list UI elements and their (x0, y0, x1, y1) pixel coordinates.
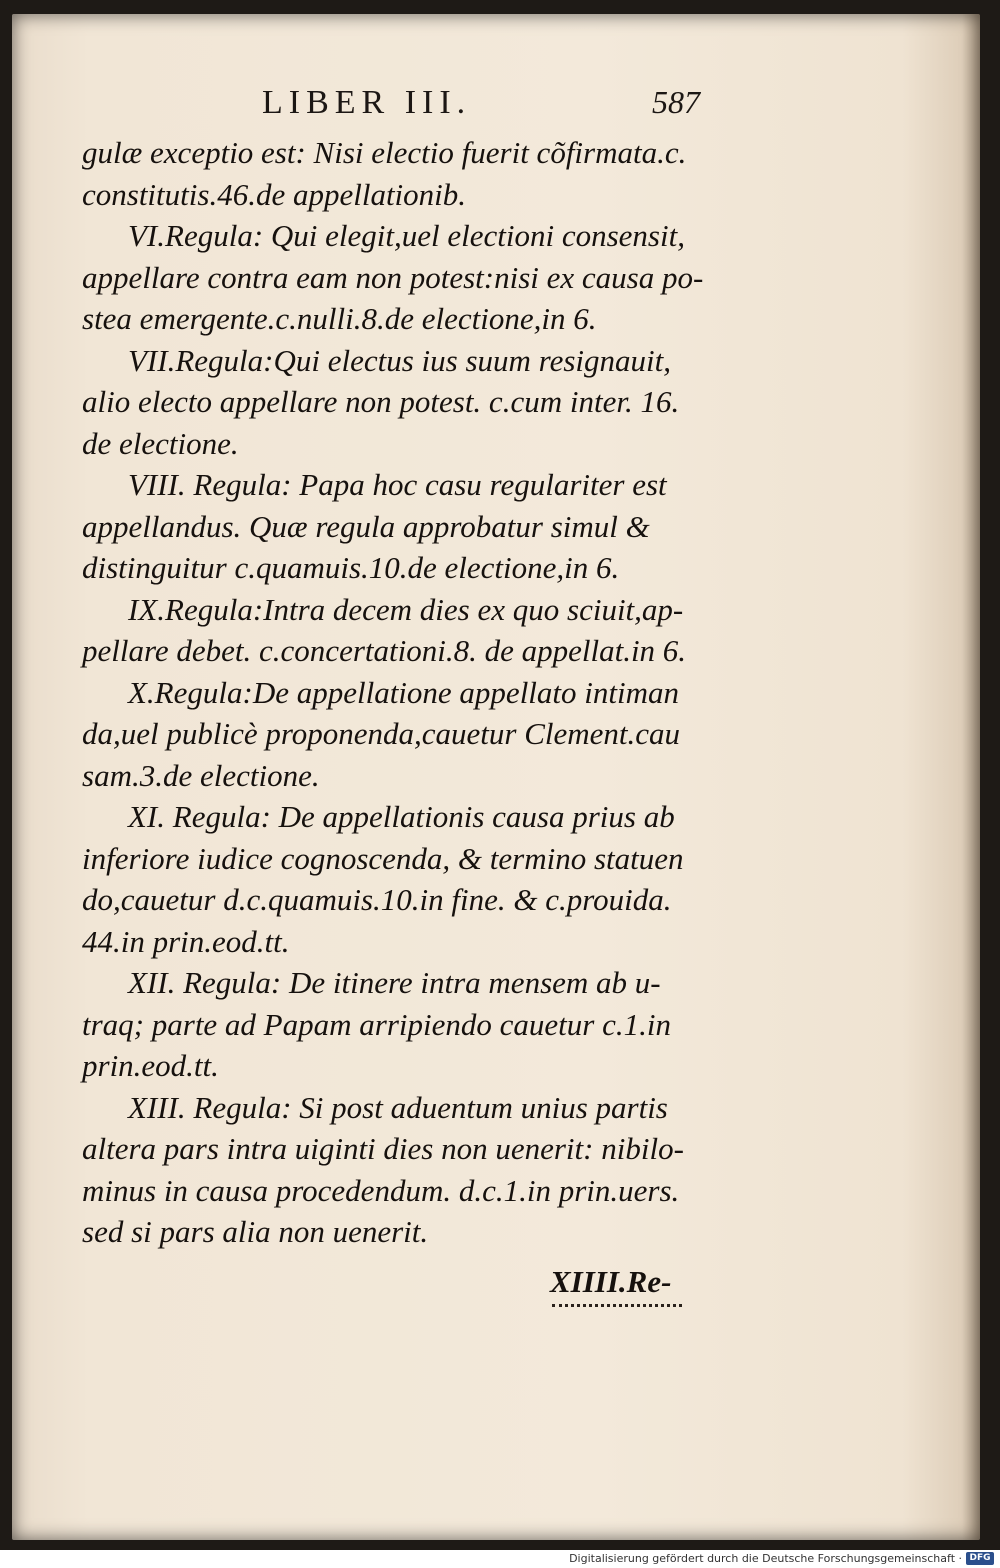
text-line: constitutis.46.de appellationib. (82, 176, 467, 212)
text-line-rule-12: XII. Regula: De itinere intra mensem ab u- (128, 965, 661, 1000)
funding-notice: Digitalisierung gefördert durch die Deutsche Forschungsgemeinschaft · (569, 1552, 962, 1565)
text-line: appellandus. Quæ regula approbatur simul & (82, 508, 650, 544)
page-edge-shadow (962, 14, 980, 1540)
catchword: XIIII.Re- (550, 1264, 672, 1299)
text-line-rule-11: XI. Regula: De appellationis causa prius ab (128, 799, 675, 834)
text-line: gulæ exceptio est: Nisi electio fuerit cõfirmata.c. (82, 135, 687, 170)
running-title: LIBER III. (262, 84, 472, 121)
text-line: sam.3.de electione. (82, 757, 320, 793)
text-line: altera pars intra uiginti dies non uenerit: nibilo- (82, 1131, 684, 1166)
text-line: traq; parte ad Papam arripiendo cauetur c.1.in (82, 1006, 671, 1042)
text-line-rule-7: VII.Regula:Qui electus ius suum resignauit, (128, 342, 671, 378)
text-line: minus in causa procedendum. d.c.1.in prin.uers. (82, 1172, 680, 1208)
text-line: de electione. (82, 425, 239, 461)
text-line: sed si pars alia non uenerit. (82, 1214, 429, 1249)
digitization-footer (0, 1550, 1000, 1568)
text-line: stea emergente.c.nulli.8.de electione,in 6. (82, 301, 597, 336)
text-line-rule-8: VIII. Regula: Papa hoc casu regulariter est (128, 467, 667, 502)
text-line-rule-13: XIII. Regula: Si post aduentum unius partis (128, 1089, 668, 1125)
text-line: 44.in prin.eod.tt. (82, 923, 290, 959)
dfg-logo-icon: DFG (966, 1552, 994, 1565)
text-line: prin.eod.tt. (82, 1048, 219, 1083)
text-line: distinguitur c.quamuis.10.de electione,in 6. (82, 550, 620, 585)
text-line: da,uel publicè proponenda,cauetur Clement.cau (82, 716, 681, 751)
page-header (12, 84, 980, 124)
text-line-rule-9: IX.Regula:Intra decem dies ex quo sciuit,ap- (128, 591, 684, 627)
book-page (12, 14, 980, 1540)
body-text (82, 132, 732, 1253)
text-line: pellare debet. c.concertationi.8. de appellat.in 6. (82, 633, 687, 668)
text-line-rule-6: VI.Regula: Qui elegit,uel electioni consensit, (128, 218, 685, 253)
text-line-rule-10: X.Regula:De appellatione appellato intiman (128, 674, 680, 710)
text-line: inferiore iudice cognoscenda, & termino statuen (82, 840, 684, 876)
text-line: do,cauetur d.c.quamuis.10.in fine. & c.prouida. (82, 882, 672, 917)
text-line: alio electo appellare non potest. c.cum inter. 16. (82, 384, 680, 419)
page-number: 587 (652, 84, 700, 120)
catchword-underline (552, 1304, 682, 1310)
text-line: appellare contra eam non potest:nisi ex causa po- (82, 259, 704, 295)
